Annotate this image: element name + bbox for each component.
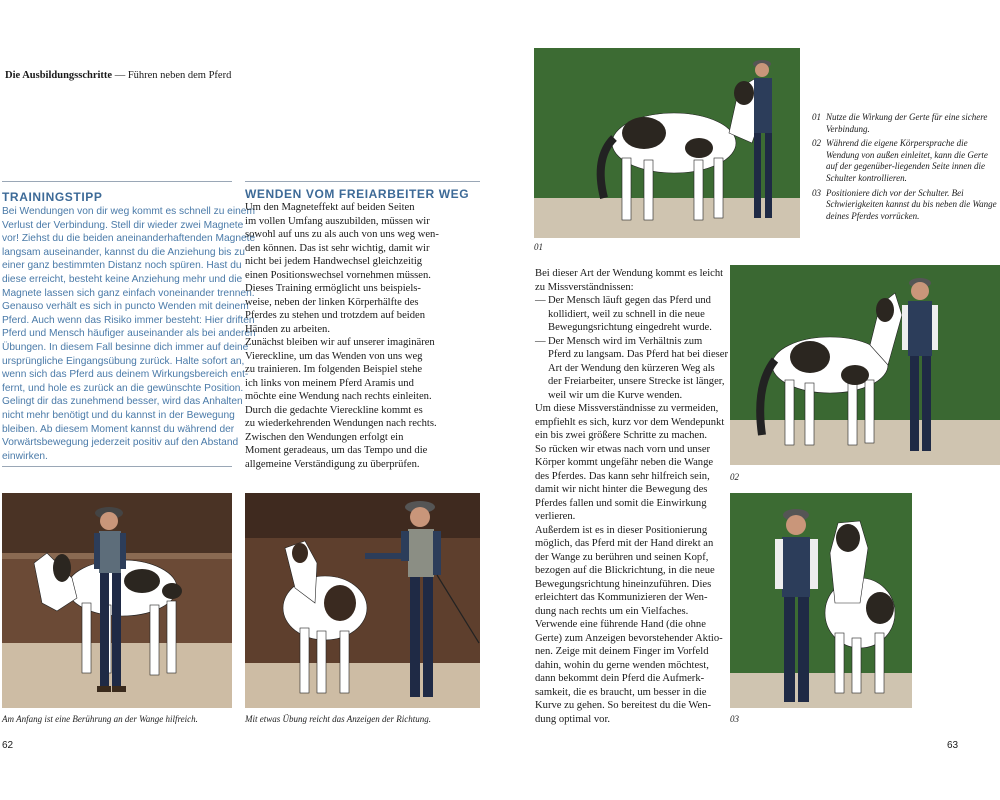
header-dash: — bbox=[114, 70, 126, 81]
column3-line: Kurve zu gehen. So bereitest du die Wen- bbox=[535, 700, 712, 711]
bullet-line: kollidiert, weil zu schnell in die neue bbox=[548, 308, 705, 320]
bullet-line: Art der Wendung den kürzeren Weg als bbox=[548, 362, 715, 374]
section-line: Viereckline, um das Wenden von uns weg bbox=[245, 350, 423, 362]
column3-line: nen. Zeige mit deinem Finger im Vorfeld bbox=[535, 646, 709, 657]
note-text: Während die eigene Körpersprache die Wendung von außen einleitet, kann die Gerte auf der gegenüber-liegenden Seite innen die Schulter kontrollieren. bbox=[826, 138, 988, 183]
page-number-right: 63 bbox=[947, 740, 959, 751]
column3-bullet bbox=[535, 294, 725, 335]
caption-photo-b: Mit etwas Übung reicht das Anzeigen der Richtung. bbox=[245, 714, 431, 724]
note-text: Nutze die Wirkung der Gerte für eine sichere Verbindung. bbox=[826, 112, 988, 134]
column3-line: So rücken wir etwas nach vorn und unser bbox=[535, 443, 711, 455]
column3-line: erleichtert das Kommunizieren der Wen- bbox=[535, 592, 708, 603]
tip-line: Gelingt dir das zunehmend besser, wird das Anhalten bbox=[2, 396, 243, 408]
column3-line: dung optimal vor. bbox=[535, 713, 611, 725]
photo-horse-touch-cheek bbox=[2, 493, 232, 708]
section-line: Um den Magneteffekt auf beiden Seiten bbox=[245, 202, 415, 213]
header-section: Die Ausbildungsschritte bbox=[5, 70, 113, 81]
section-line: Pferdes zu stehen und trotzdem auf beiden bbox=[245, 310, 426, 321]
column3-line: dann bekommt dein Pferd die Aufmerk- bbox=[535, 673, 705, 684]
section-line: zu wiederkehrenden Wendungen nach rechts. bbox=[245, 418, 437, 429]
tip-line: einwirken. bbox=[2, 450, 48, 462]
tip-line: fernt, und hole es zurück an die gewünschte Position. bbox=[2, 382, 244, 394]
section-title: WENDEN VOM FREIARBEITER WEG bbox=[245, 187, 470, 201]
column3-intro-line: Bei dieser Art der Wendung kommt es leicht bbox=[535, 268, 724, 279]
column3-line: ein bis zwei größere Schritte zu machen. bbox=[535, 430, 708, 441]
column3-line: damit wir nicht hinter die Bewegung des bbox=[535, 484, 708, 495]
tip-top-rule bbox=[2, 181, 232, 182]
column3-line: der Wange zu berühren und seinen Kopf, bbox=[535, 551, 709, 563]
tip-line: nicht mehr benötigt und du kannst in der Bewegung bbox=[2, 409, 235, 421]
bullet-line: Der Mensch wird im Verhältnis zum bbox=[548, 335, 703, 347]
header-subsection: Führen neben dem Pferd bbox=[127, 70, 232, 81]
column3-line: Verwende eine führende Hand (die ohne bbox=[535, 619, 706, 630]
bullet-dash: — bbox=[535, 335, 546, 347]
bullet-line: Pferd zu langsam. Das Pferd hat bei dieser bbox=[548, 349, 729, 360]
section-line: im vollen Umfang auszubilden, müssen wir bbox=[245, 215, 430, 227]
column3-line: bezogen auf die Blickrichtung, in die neue bbox=[535, 565, 715, 576]
column3-line: Körper kommt ungefähr neben die Wange bbox=[535, 457, 714, 468]
column3-line: des Pferdes. Das kann sehr hilfreich sein, bbox=[535, 470, 710, 482]
note-text: Positioniere dich vor der Schulter. Bei Schwierigkeiten kannst du bis neben die Wange deines Pferdes vorrücken. bbox=[826, 187, 997, 221]
tip-line: Magnete lassen sich ganz einfach voneinander trennen. bbox=[2, 287, 255, 299]
caption-photo-01: 01 bbox=[534, 242, 543, 252]
tip-line: einer ganz bestimmten Distanz noch spüren. Hast du bbox=[2, 260, 242, 272]
column3-body bbox=[535, 267, 729, 726]
note-number: 02 bbox=[812, 138, 821, 149]
note-number: 03 bbox=[812, 187, 821, 198]
tip-line: langsam auseinander, kannst du die Anziehung bis zu bbox=[2, 246, 245, 258]
section-line: den können. Das ist sehr wichtig, damit wir bbox=[245, 242, 430, 254]
tip-line: diese erreicht, besteht keine Anziehung mehr und die bbox=[2, 273, 243, 285]
caption-photo-a: Am Anfang ist eine Berührung an der Wange hilfreich. bbox=[2, 714, 198, 724]
column3-line: Außerdem ist es in dieser Positionierung bbox=[535, 524, 708, 536]
column3-line: verlieren. bbox=[535, 511, 576, 522]
tip-line: Bei Wendungen von dir weg kommt es schnell zu einem bbox=[2, 206, 255, 217]
section-line: Durch die gedachte Viereckline kommt es bbox=[245, 404, 423, 416]
column3-line: empfiehlt es sich, kurz vor dem Wendepunkt bbox=[535, 416, 725, 428]
tip-line: Übungen. In diesem Fall besinne dich immer auf deine bbox=[2, 341, 249, 353]
bullet-line: Der Mensch läuft gegen das Pferd und bbox=[548, 295, 711, 306]
note-number: 01 bbox=[812, 112, 821, 122]
section-line: nicht bei jedem Handwechsel gleichzeitig bbox=[245, 256, 423, 267]
tip-title: TRAININGSTIPP bbox=[2, 190, 103, 204]
section-line: weise, neben der linken Körperhälfte des bbox=[245, 296, 419, 308]
photo-notes bbox=[812, 112, 997, 225]
bullet-line: weil wir um die Kurve wenden. bbox=[548, 389, 683, 401]
section-line: zu trainieren. Im folgenden Beispiel stehe bbox=[245, 364, 423, 375]
tip-line: vor! Ziehst du die beiden aneinanderhaftenden Magnete bbox=[2, 233, 256, 245]
section-line: sowohl auf uns zu als auch von uns weg wen- bbox=[245, 229, 439, 240]
section-top-rule bbox=[245, 181, 480, 182]
section-line: möchte eine Wendung nach rechts einleiten. bbox=[245, 391, 432, 402]
column3-line: Bewegungsrichtung hineinzuführen. Dies bbox=[535, 578, 712, 590]
photo-01 bbox=[534, 48, 800, 238]
page-number-left: 62 bbox=[2, 740, 14, 751]
column3-intro-line: zu Missverständnissen: bbox=[535, 281, 634, 293]
photo-horse-show-direction bbox=[245, 493, 480, 708]
caption-photo-03: 03 bbox=[730, 714, 739, 724]
section-line: allgemeine Verständigung zu überprüfen. bbox=[245, 458, 420, 470]
photo-02 bbox=[730, 265, 1000, 465]
tip-line: Verlust der Verbindung. Stell dir wieder zwei Magnete bbox=[2, 219, 244, 231]
section-line: ich links von meinem Pferd Aramis und bbox=[245, 377, 414, 389]
column3-line: Pferdes fallen und somit die Einwirkung bbox=[535, 497, 707, 509]
column3-line: dahin, wohin du gerne wenden möchtest, bbox=[535, 659, 709, 671]
section-line: Moment geradeaus, um das Tempo und die bbox=[245, 445, 428, 456]
tip-body bbox=[2, 205, 256, 463]
column3-bullet bbox=[535, 335, 729, 403]
bullet-line: der Freiarbeiter, unsere Strecke ist länger, bbox=[548, 376, 725, 387]
tip-line: Vorwärtsbewegung jederzeit positiv auf den Abstand bbox=[2, 437, 239, 449]
tip-line: bleiben. Ab diesem Moment kannst du während der bbox=[2, 423, 235, 435]
column3-line: Um diese Missverständnisse zu vermeiden, bbox=[535, 403, 719, 414]
section-line: Zwischen den Wendungen erfolgt ein bbox=[245, 431, 404, 443]
tip-line: Pferd und Mensch häufiger auseinander als bei anderen bbox=[2, 328, 256, 340]
note-item bbox=[812, 138, 997, 184]
column3-line: möglich, das Pferd mit der Hand direkt an bbox=[535, 538, 714, 549]
note-item bbox=[812, 188, 997, 223]
tip-line: Genauso verhält es sich in puncto Wenden mit deinem bbox=[2, 301, 249, 313]
running-header bbox=[5, 70, 231, 81]
tip-line: ursprüngliche Eingangsübung zurück. Halte sofort an, bbox=[2, 355, 245, 367]
section-body bbox=[245, 201, 480, 471]
bullet-dash: — bbox=[535, 295, 546, 306]
bullet-line: Bewegungsrichtung eingedreht wurde. bbox=[548, 322, 712, 333]
tip-bottom-rule bbox=[2, 466, 232, 467]
caption-photo-02: 02 bbox=[730, 472, 739, 482]
section-line: Händen zu arbeiten. bbox=[245, 323, 331, 335]
column3-line: samkeit, die es braucht, um besser in die bbox=[535, 686, 707, 698]
note-item bbox=[812, 112, 997, 135]
column3-line: Gerte) zum Anzeigen bevorstehender Aktio- bbox=[535, 632, 723, 644]
section-line: Dieses Training ermöglicht uns beispiels- bbox=[245, 283, 421, 294]
column3-line: dung nach rechts um ein Vielfaches. bbox=[535, 605, 689, 617]
tip-line: wenn sich das Pferd aus deinem Wirkungsbereich ent- bbox=[2, 369, 249, 381]
section-line: Zunächst bleiben wir auf unserer imaginären bbox=[245, 337, 435, 348]
photo-03 bbox=[730, 493, 912, 708]
section-line: einen Positionswechsel vornehmen müssen. bbox=[245, 269, 431, 281]
tip-line: Pferd. Auch wenn das Risiko immer besteht: Hier driften bbox=[2, 314, 255, 326]
